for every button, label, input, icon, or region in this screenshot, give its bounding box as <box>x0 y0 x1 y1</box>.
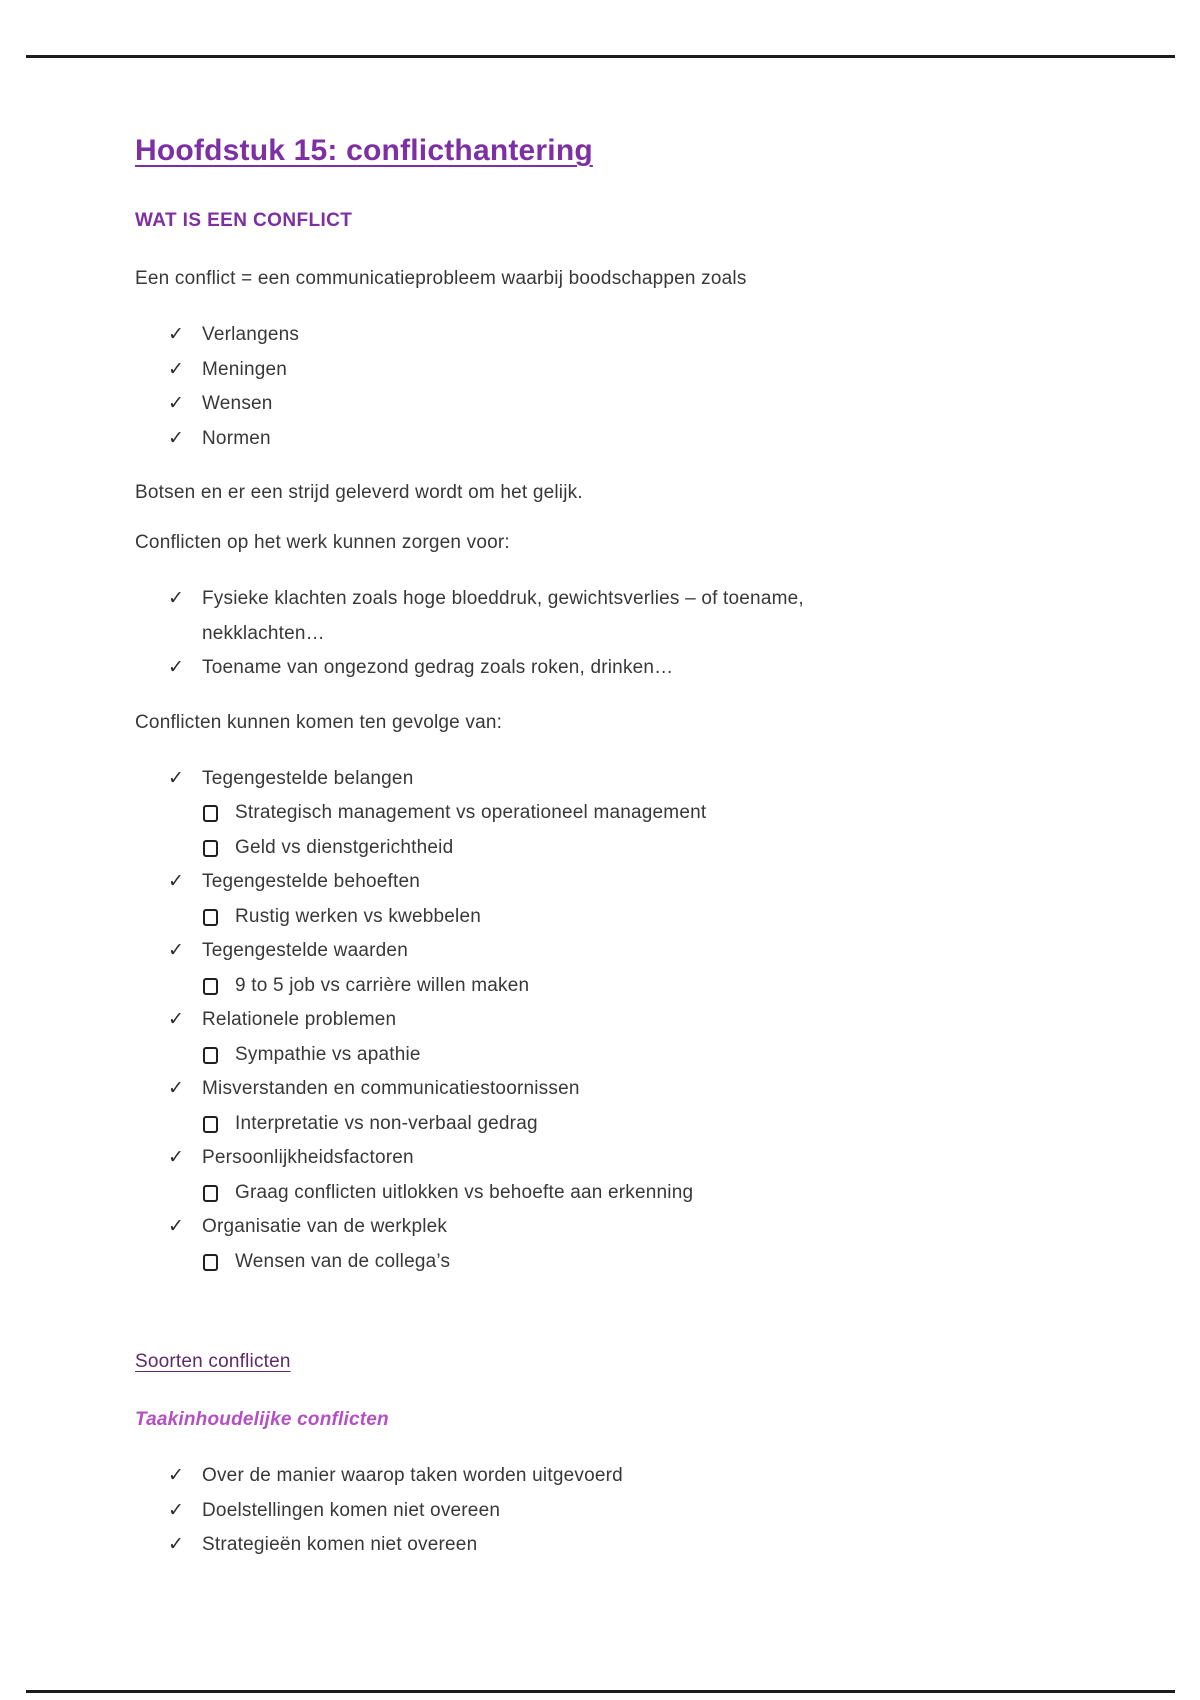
list-item <box>135 1003 1075 1038</box>
list-item <box>135 934 1075 969</box>
list-item <box>135 1494 1075 1529</box>
checkbox-icon <box>203 1185 218 1202</box>
checkmark-icon: ✓ <box>168 1009 185 1030</box>
checkmark-icon: ✓ <box>168 940 185 961</box>
list-item <box>135 422 1075 457</box>
list-item-label: Over de manier waarop taken worden uitgevoerd <box>202 1465 623 1486</box>
checkbox-icon <box>203 840 218 857</box>
list-item <box>135 318 1075 353</box>
checkmark-icon: ✓ <box>168 1216 185 1237</box>
list-oorzaken <box>135 762 1075 1280</box>
checkmark-icon: ✓ <box>168 767 185 789</box>
list-item-label: Wensen <box>202 393 273 414</box>
sub-list-item <box>135 1038 1075 1073</box>
list-item <box>135 762 1075 797</box>
list-item-label: Organisatie van de werkplek <box>202 1216 448 1237</box>
list-item <box>135 582 922 651</box>
sub-list-item-label: 9 to 5 job vs carrière willen maken <box>235 974 530 996</box>
list-item-label: Doelstellingen komen niet overeen <box>202 1499 501 1521</box>
sub-list-item <box>135 831 1075 866</box>
page-top-border <box>26 55 1175 58</box>
list-item-label: Tegengestelde behoeften <box>202 871 421 892</box>
checkmark-icon: ✓ <box>168 1499 185 1521</box>
list-taakinhoudelijk <box>135 1459 1075 1563</box>
page-bottom-border <box>26 1690 1175 1693</box>
list-item-label: Relationele problemen <box>202 1009 397 1030</box>
paragraph-oorzaken: Conflicten kunnen komen ten gevolge van: <box>135 711 503 733</box>
checkbox-icon <box>203 1254 218 1271</box>
checkbox-icon <box>203 805 218 822</box>
list-item-label: Strategieën komen niet overeen <box>202 1534 478 1555</box>
sub-list-item-label: Rustig werken vs kwebbelen <box>235 905 481 927</box>
sub-list-item-label: Strategisch management vs operationeel management <box>235 802 707 823</box>
sub-list-item <box>135 1107 1075 1142</box>
list-item <box>135 1459 1075 1494</box>
sub-list-item-label: Graag conflicten uitlokken vs behoefte aan erkenning <box>235 1181 694 1203</box>
paragraph-definition: Een conflict = een communicatieprobleem waarbij boodschappen zoals <box>135 268 747 289</box>
checkmark-icon: ✓ <box>168 657 185 678</box>
list-item <box>135 1528 1075 1563</box>
list-item <box>135 1141 1075 1176</box>
checkmark-icon: ✓ <box>168 588 185 609</box>
sub-list-item <box>135 1245 1075 1280</box>
list-gevolgen <box>135 582 1075 686</box>
list-item-label: Normen <box>202 427 271 449</box>
list-item <box>135 865 1075 900</box>
paragraph-werk: Conflicten op het werk kunnen zorgen voor: <box>135 532 510 553</box>
section-heading-wat-is-een-conflict: WAT IS EEN CONFLICT <box>135 210 353 231</box>
document-content <box>135 133 1075 1563</box>
checkbox-icon <box>203 1116 218 1133</box>
checkmark-icon: ✓ <box>168 1078 185 1099</box>
checkmark-icon: ✓ <box>168 1534 185 1555</box>
list-item <box>135 651 1075 686</box>
checkmark-icon: ✓ <box>168 427 185 449</box>
sub-list-item-label: Geld vs dienstgerichtheid <box>235 836 454 858</box>
checkmark-icon: ✓ <box>168 324 185 345</box>
list-item <box>135 387 1075 422</box>
sub-list-item <box>135 900 1075 935</box>
list-item-label: Meningen <box>202 358 288 380</box>
subsection-heading-taakinhoudelijke-conflicten: Taakinhoudelijke conflicten <box>135 1409 389 1430</box>
sub-list-item-label: Sympathie vs apathie <box>235 1043 421 1065</box>
checkmark-icon: ✓ <box>168 1465 185 1486</box>
sub-list-item-label: Interpretatie vs non-verbaal gedrag <box>235 1112 538 1134</box>
chapter-heading: Hoofdstuk 15: conflicthantering <box>135 134 593 167</box>
sub-list-item <box>135 1176 1075 1211</box>
sub-list-item-label: Wensen van de collega’s <box>235 1250 451 1272</box>
list-item <box>135 1210 1075 1245</box>
list-item-label: Tegengestelde belangen <box>202 767 414 789</box>
list-item-label: Persoonlijkheidsfactoren <box>202 1147 414 1168</box>
checkbox-icon <box>203 909 218 926</box>
sub-list-item <box>135 796 1075 831</box>
list-boodschappen <box>135 318 1075 456</box>
list-item <box>135 353 1075 388</box>
list-item-label: Verlangens <box>202 324 300 345</box>
list-item-label: Toename van ongezond gedrag zoals roken, drinken… <box>202 657 674 678</box>
checkbox-icon <box>203 1047 218 1064</box>
sub-list-item <box>135 969 1075 1004</box>
checkmark-icon: ✓ <box>168 871 185 892</box>
checkbox-icon <box>203 978 218 995</box>
list-item-label: Fysieke klachten zoals hoge bloeddruk, gewichtsverlies – of toename, nekklachten… <box>202 588 804 644</box>
checkmark-icon: ✓ <box>168 1147 185 1168</box>
list-item-label: Tegengestelde waarden <box>202 940 408 961</box>
subsection-heading-soorten-conflicten: Soorten conflicten <box>135 1351 291 1372</box>
checkmark-icon: ✓ <box>168 393 185 414</box>
list-item <box>135 1072 1075 1107</box>
list-item-label: Misverstanden en communicatiestoornissen <box>202 1078 580 1099</box>
paragraph-botsen: Botsen en er een strijd geleverd wordt om het gelijk. <box>135 482 583 503</box>
checkmark-icon: ✓ <box>168 358 185 380</box>
